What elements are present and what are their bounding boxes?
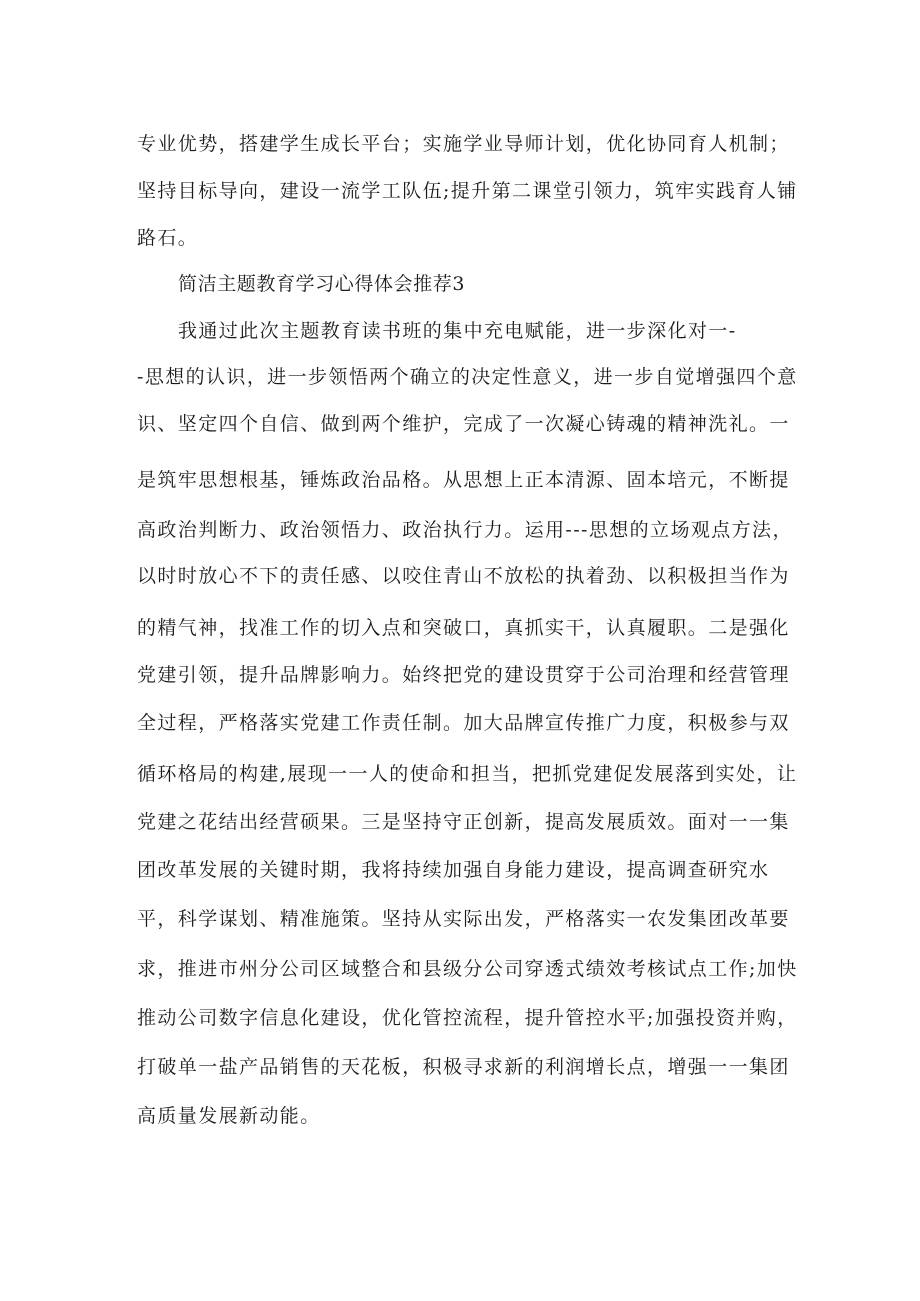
section-heading: 简洁主题教育学习心得体会推荐3	[178, 273, 466, 295]
text-line: 高质量发展新动能。	[137, 1105, 321, 1127]
text-line: 坚持目标导向，建设一流学工队伍;提升第二课堂引领力，筑牢实践育人铺	[137, 180, 798, 202]
text-line: 以时时放心不下的责任感、以咬住青山不放松的执着劲、以积极担当作为	[137, 565, 790, 587]
text-line: 打破单一盐产品销售的天花板，积极寻求新的利润增长点，增强一一集团	[137, 1056, 790, 1078]
text-line: 高政治判断力、政治领悟力、政治执行力。运用---思想的立场观点方法，	[137, 519, 793, 541]
text-line: 是筑牢思想根基，锤炼政治品格。从思想上正本清源、固本培元，不断提	[137, 469, 790, 491]
text-line: 平，科学谋划、精准施策。坚持从实际出发，严格落实一农发集团改革要	[137, 908, 790, 930]
text-line: 党建之花结出经营硕果。三是坚持守正创新，提高发展质效。面对一一集	[137, 811, 790, 833]
text-line: 的精气神，找准工作的切入点和突破口，真抓实干，认真履职。二是强化	[137, 617, 790, 639]
text-line: 团改革发展的关键时期，我将持续加强自身能力建设，提高调查研究水	[137, 859, 770, 881]
text-line: 求，推进市州分公司区域整合和县级分公司穿透式绩效考核试点工作;加快	[137, 958, 798, 980]
text-line: 推动公司数字信息化建设，优化管控流程，提升管控水平;加强投资并购，	[137, 1007, 798, 1029]
text-line: -思想的认识，进一步领悟两个确立的决定性意义，进一步自觉增强四个意	[137, 366, 798, 388]
text-line: 路石。	[137, 227, 199, 249]
text-line: 循环格局的构建,展现一一人的使命和担当，把抓党建促发展落到实处，让	[137, 763, 798, 785]
text-line: 全过程，严格落实党建工作责任制。加大品牌宣传推广力度，积极参与双	[137, 712, 790, 734]
text-line: 我通过此次主题教育读书班的集中充电赋能，进一步深化对一-	[178, 320, 737, 342]
text-line: 党建引领，提升品牌影响力。始终把党的建设贯穿于公司治理和经营管理	[137, 664, 790, 686]
text-line: 专业优势，搭建学生成长平台；实施学业导师计划，优化协同育人机制；	[137, 133, 790, 155]
text-line: 识、坚定四个自信、做到两个维护，完成了一次凝心铸魂的精神洗礼。一	[137, 413, 790, 435]
